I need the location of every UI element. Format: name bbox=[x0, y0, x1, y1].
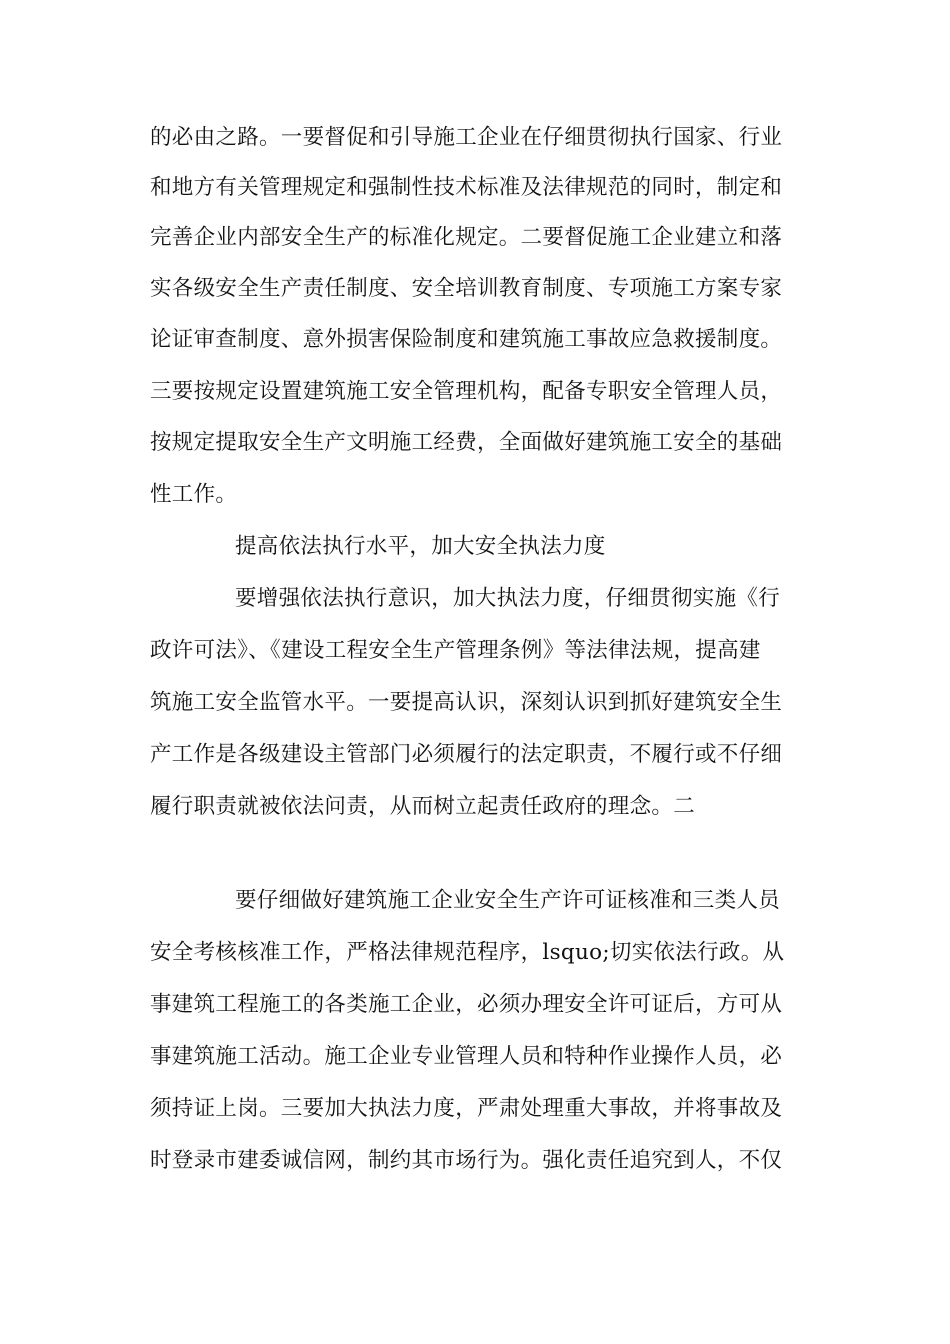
body-text-line: 须持证上岗。三要加大执法力度，严肃处理重大事故，并将事故及 bbox=[150, 1096, 783, 1121]
section-heading: 提高依法执行水平，加大安全执法力度 bbox=[235, 534, 606, 559]
body-text-line: 性工作。 bbox=[150, 482, 238, 507]
body-text-line: 事建筑施工活动。施工企业专业管理人员和特种作业操作人员，必 bbox=[150, 1044, 783, 1069]
body-text-line: 实各级安全生产责任制度、安全培训教育制度、专项施工方案专家 bbox=[150, 276, 783, 301]
body-text-line: 的必由之路。一要督促和引导施工企业在仔细贯彻执行国家、行业 bbox=[150, 125, 783, 150]
body-text-line: 筑施工安全监管水平。一要提高认识，深刻认识到抓好建筑安全生 bbox=[150, 690, 783, 715]
body-text-line: 和地方有关管理规定和强制性技术标准及法律规范的同时，制定和 bbox=[150, 175, 783, 200]
body-text-line: 政许可法》、《建设工程安全生产管理条例》等法律法规，提高建 bbox=[150, 638, 761, 663]
body-text-line: 安全考核核准工作，严格法律规范程序，lsquo;切实依法行政。从 bbox=[150, 940, 785, 965]
body-text-line: 产工作是各级建设主管部门必须履行的法定职责，不履行或不仔细 bbox=[150, 742, 783, 767]
body-text-line: 要增强依法执行意识，加大执法力度，仔细贯彻实施《行 bbox=[235, 586, 781, 611]
body-text-line: 事建筑工程施工的各类施工企业，必须办理安全许可证后，方可从 bbox=[150, 992, 783, 1017]
body-text-line: 论证审查制度、意外损害保险制度和建筑施工事故应急救援制度。 bbox=[150, 327, 783, 352]
body-text-line: 要仔细做好建筑施工企业安全生产许可证核准和三类人员 bbox=[235, 888, 781, 913]
body-text-line: 按规定提取安全生产文明施工经费，全面做好建筑施工安全的基础 bbox=[150, 430, 783, 455]
body-text-line: 完善企业内部安全生产的标准化规定。二要督促施工企业建立和落 bbox=[150, 225, 783, 250]
body-text-line: 时登录市建委诚信网，制约其市场行为。强化责任追究到人，不仅 bbox=[150, 1148, 783, 1173]
body-text-line: 履行职责就被依法问责，从而树立起责任政府的理念。二 bbox=[150, 794, 696, 819]
body-text-line: 三要按规定设置建筑施工安全管理机构，配备专职安全管理人员， bbox=[150, 379, 783, 404]
